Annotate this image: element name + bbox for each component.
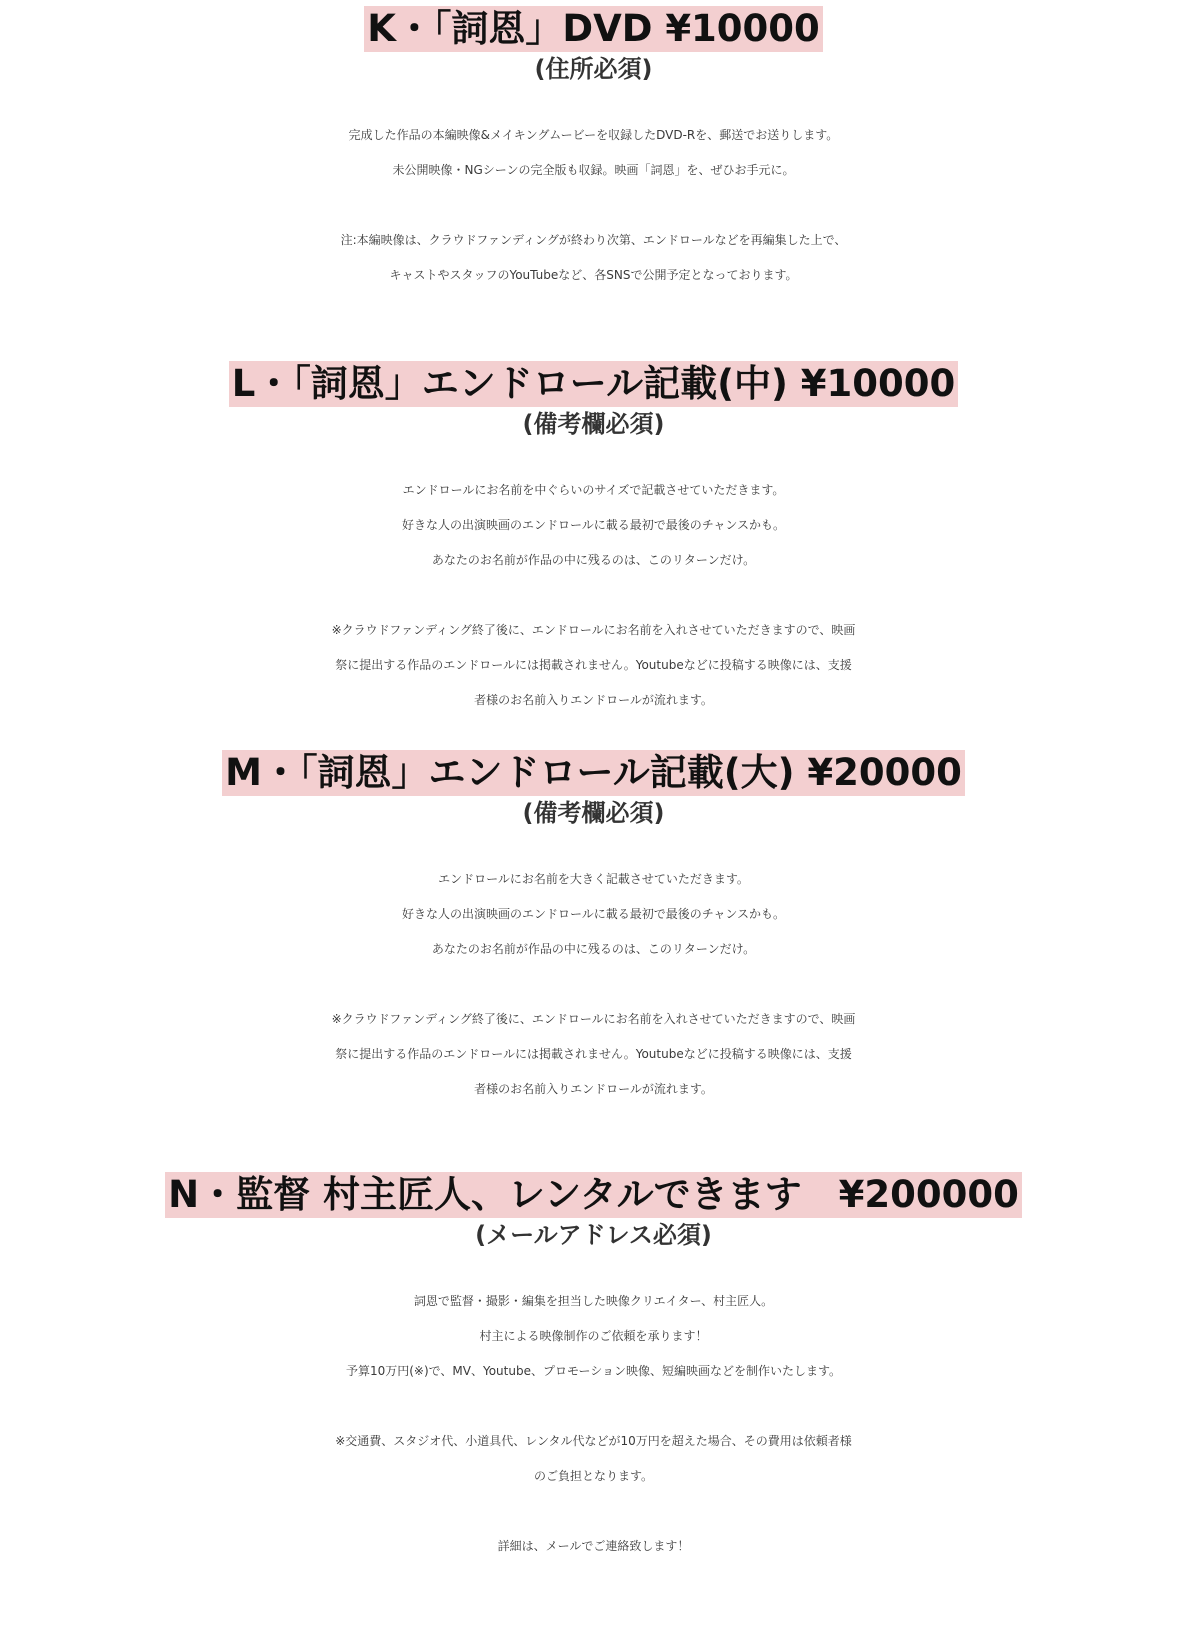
contact-line: 詳細は、メールでご連絡致します！: [497, 1539, 690, 1553]
remark-line: のご負担となります。: [533, 1469, 654, 1483]
remark-line: 祭に提出する作品のエンドロールには掲載されません。Youtubeなどに投稿する映像には、支援: [335, 658, 852, 672]
remark-line: 注:本編映像は、クラウドファンディングが終わり次第、エンドロールなどを再編集した上で、: [340, 233, 847, 247]
remark-line: ※交通費、スタジオ代、小道具代、レンタル代などが10万円を超えた場合、その費用は依頼者様: [335, 1434, 852, 1448]
remark-line: 者様のお名前入りエンドロールが流れます。: [474, 693, 713, 707]
reward-title: K・「詞恩」DVD ¥10000: [364, 6, 823, 52]
reward-section-m: [0, 750, 1187, 1107]
description-line: 村主による映像制作のご依頼を承ります！: [479, 1329, 708, 1343]
remark-line: キャストやスタッフのYouTubeなど、各SNSで公開予定となっております。: [389, 268, 798, 282]
remark-line: ※クラウドファンディング終了後に、エンドロールにお名前を入れさせていただきますので、映画: [331, 623, 856, 637]
reward-title: M・「詞恩」エンドロール記載(大) ¥20000: [222, 750, 965, 796]
remark-line: ※クラウドファンディング終了後に、エンドロールにお名前を入れさせていただきますので、映画: [331, 1012, 856, 1026]
description-line: 予算10万円(※)で、MV、Youtube、プロモーション映像、短編映画などを制作いたします。: [345, 1364, 842, 1378]
description-line: 好きな人の出演映画のエンドロールに載る最初で最後のチャンスかも。: [401, 518, 786, 532]
description-line: 好きな人の出演映画のエンドロールに載る最初で最後のチャンスかも。: [401, 907, 786, 921]
reward-title: N・監督 村主匠人、レンタルできます ¥200000: [165, 1172, 1022, 1218]
description-line: 完成した作品の本編映像&メイキングムービーを収録したDVD-Rを、郵送でお送りします。: [348, 128, 839, 142]
description-line: 詞恩で監督・撮影・編集を担当した映像クリエイター、村主匠人。: [413, 1294, 774, 1308]
description-line: あなたのお名前が作品の中に残るのは、このリターンだけ。: [431, 942, 756, 956]
reward-requirement-note: (メールアドレス必須): [475, 1221, 712, 1249]
reward-section-l: [0, 361, 1187, 718]
reward-section-n: [0, 1172, 1187, 1564]
reward-requirement-note: (住所必須): [534, 55, 653, 83]
reward-requirement-note: (備考欄必須): [522, 410, 665, 438]
reward-requirement-note: (備考欄必須): [522, 799, 665, 827]
description-line: 未公開映像・NGシーンの完全版も収録。映画「詞恩」を、ぜひお手元に。: [392, 163, 795, 177]
reward-title: L・「詞恩」エンドロール記載(中) ¥10000: [229, 361, 959, 407]
remark-line: 祭に提出する作品のエンドロールには掲載されません。Youtubeなどに投稿する映像には、支援: [335, 1047, 852, 1061]
description-line: あなたのお名前が作品の中に残るのは、このリターンだけ。: [431, 553, 756, 567]
description-line: エンドロールにお名前を中ぐらいのサイズで記載させていただきます。: [402, 483, 785, 497]
description-line: エンドロールにお名前を大きく記載させていただきます。: [438, 872, 749, 886]
remark-line: 者様のお名前入りエンドロールが流れます。: [474, 1082, 713, 1096]
reward-section-k: [0, 6, 1187, 293]
